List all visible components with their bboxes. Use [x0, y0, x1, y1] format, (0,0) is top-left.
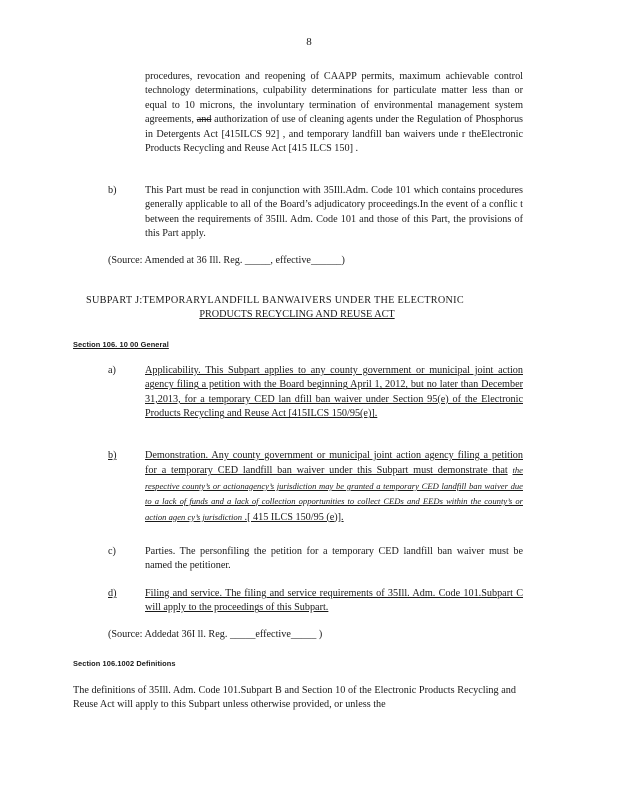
intro-text-after: authorization of use of cleaning agents under the Regulation of Phosphorus in Detergents Act [415ILCS 92] , and temporary landfill ban waivers unde r theElectronic Products Recycling and Reuse Act [415 ILCS 150] . — [145, 114, 524, 155]
item-d-text — [145, 587, 523, 616]
item-a-label: a) — [108, 365, 116, 376]
source-note-amended: (Source: Amended at 36 Ill. Reg. _____, effective______) — [108, 255, 345, 266]
struck-word: and — [196, 114, 212, 126]
item-b-statute-quote: the respective county’s or actionagency’s jurisdiction may be granted a temporary CED landfill ban waiver due to a lack of funds and a lack of collection opportunities to collect CEDs and EEDs within the county’s or action agen cy’s jurisdiction — [145, 465, 523, 522]
subpart-title — [86, 294, 516, 323]
intro-continued-paragraph — [145, 70, 523, 156]
subpart-title-line1: SUBPART J:TEMPORARYLANDFILL BANWAIVERS UNDER THE ELECTRONIC — [86, 295, 464, 306]
item-b-citation: .[ 415 ILCS 150/95 (e)]. — [242, 511, 344, 523]
item-b-text — [145, 449, 523, 525]
item-d-underlined-text: Filing and service. The filing and service requirements of 35Ill. Adm. Code 101.Subpart C will apply to the proceedings of this Subpart. — [145, 588, 523, 614]
item-b-underlined-text: Demonstration. Any county government or municipal joint action agency filing a petition for a temporary CED landfill ban waiver under this Subpart must demonstrate that — [145, 450, 523, 477]
section-1002-heading: Section 106.1002 Definitions — [73, 659, 176, 668]
item-b-intro-label: b) — [108, 185, 117, 196]
intro-text: procedures, revocation and reopening of CAAPP permits, maximum achievable control technology determinations, culpability determinations for particulate matter less than or equal to 10 microns, the involuntary termination of environmental management system agreements, — [145, 71, 523, 126]
item-a-underlined-text: Applicability. This Subpart applies to any county government or municipal joint action agency filing a petition with the Board beginning April 1, 2012, but no later than December 31,2013, for a temporary CED lan dfill ban waiver under Section 95(e) of the Electronic Products Recycling and Reuse Act [415ILCS 150/95(e)]. — [145, 365, 523, 420]
item-c-text: Parties. The personfiling the petition for a temporary CED landfill ban waiver must be named the petitioner. — [145, 546, 523, 572]
item-d-label: d) — [108, 588, 117, 599]
item-a-text — [145, 364, 523, 422]
item-b-label: b) — [108, 450, 117, 461]
definitions-paragraph: The definitions of 35Ill. Adm. Code 101.Subpart B and Section 10 of the Electronic Products Recycling and Reuse Act will apply to this Subpart unless otherwise provided, or unless the — [73, 685, 516, 711]
source-note-added: (Source: Addedat 36I ll. Reg. _____effective_____ ) — [108, 629, 323, 640]
item-b-intro-text: This Part must be read in conjunction with 35Ill.Adm. Code 101 which contains procedures generally applicable to all of the Board’s adjudicatory proceedings.In the event of a conflic t between the requirements of 35Ill. Adm. Code 101 and those of this Part, the provisions of this Part apply. — [145, 185, 523, 240]
section-1000-heading: Section 106. 10 00 General — [73, 340, 169, 349]
page-number: 8 — [306, 36, 312, 48]
subpart-title-line2: PRODUCTS RECYCLING AND REUSE ACT — [199, 309, 395, 321]
item-c-label: c) — [108, 546, 116, 557]
